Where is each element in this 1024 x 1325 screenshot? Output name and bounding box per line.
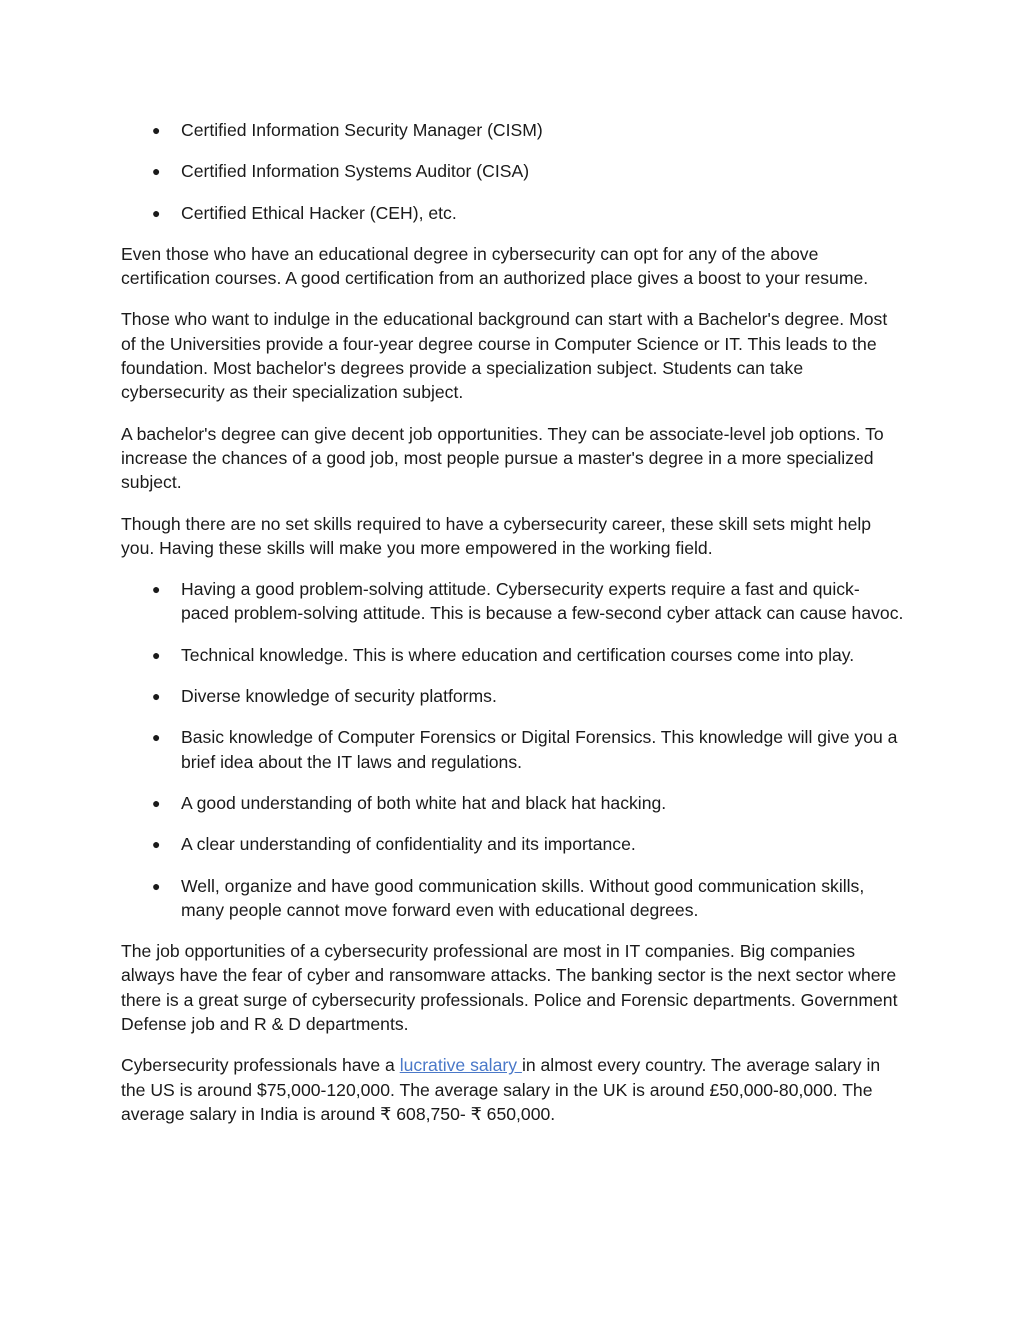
list-item-text: A clear understanding of confidentiality and its importance. [181, 834, 636, 855]
paragraph-education-path: Those who want to indulge in the educational background can start with a Bachelor's degree. Most of the Universities provide a four-year degree course in Computer Science or IT. This leads to the foundation. Most bachelor's degrees provide a specialization subject. Students can take cybersecurity as their specialization subject. [121, 309, 888, 403]
lucrative-salary-link[interactable]: lucrative salary [399, 1055, 522, 1076]
bullet-icon: ● [152, 836, 161, 853]
bullet-icon: ● [152, 688, 161, 705]
list-item [121, 832, 906, 856]
salary-text-after: in almost every country. The average salary in the US is around $75,000-120,000. The average salary in the UK is around £50,000-80,000. The average salary in India is around ₹ 608,750- ₹ 650,000. [121, 1055, 881, 1124]
list-item-text: Having a good problem-solving attitude. Cybersecurity experts require a fast and quick-paced problem-solving attitude. This is because a few-second cyber attack can cause havoc. [181, 579, 904, 624]
list-item-text: A good understanding of both white hat and black hat hacking. [181, 792, 667, 813]
list-item-text: Diverse knowledge of security platforms. [181, 686, 497, 707]
document-body [121, 118, 906, 1143]
bullet-icon: ● [152, 122, 161, 138]
paragraph-job-opportunities: The job opportunities of a cybersecurity professional are most in IT companies. Big companies always have the fear of cyber and ransomware attacks. The banking sector is the next sector where there is a great surge of cybersecurity professionals. Police and Forensic departments. Government Defense job and R & D departments. [121, 941, 898, 1035]
list-item [121, 684, 906, 708]
skills-list [121, 577, 906, 922]
list-item [121, 874, 906, 923]
list-item-text: Well, organize and have good communication skills. Without good communication skills, many people cannot move forward even with educational degrees. [181, 875, 865, 920]
list-item-text: Basic knowledge of Computer Forensics or Digital Forensics. This knowledge will give you a brief idea about the IT laws and regulations. [181, 727, 898, 772]
bullet-icon: ● [152, 729, 161, 746]
bullet-icon: ● [152, 163, 161, 180]
certification-list [121, 118, 906, 225]
bullet-icon: ● [152, 877, 161, 894]
list-item-text: Technical knowledge. This is where education and certification courses come into play. [181, 644, 855, 665]
paragraph-bachelors-degree: A bachelor's degree can give decent job opportunities. They can be associate-level job options. To increase the chances of a good job, most people pursue a master's degree in a more specialized subject. [121, 423, 884, 493]
list-item [121, 118, 906, 142]
list-item [121, 725, 906, 774]
list-item [121, 577, 906, 626]
bullet-icon: ● [152, 204, 161, 221]
list-item [121, 791, 906, 815]
bullet-icon: ● [152, 646, 161, 663]
paragraph-skills-intro: Though there are no set skills required to have a cybersecurity career, these skill sets might help you. Having these skills will make you more empowered in the working field. [121, 513, 872, 558]
list-item-text: Certified Information Systems Auditor (CISA) [181, 161, 530, 182]
salary-text-before: Cybersecurity professionals have a [121, 1055, 400, 1076]
bullet-icon: ● [152, 581, 161, 598]
bullet-icon: ● [152, 794, 161, 811]
list-item [121, 159, 906, 183]
list-item [121, 643, 906, 667]
list-item-text: Certified Ethical Hacker (CEH), etc. [181, 202, 457, 223]
list-item [121, 201, 906, 225]
paragraph-salary [121, 1053, 906, 1126]
list-item-text: Certified Information Security Manager (CISM) [181, 120, 543, 140]
paragraph-certification-value: Even those who have an educational degree in cybersecurity can opt for any of the above certification courses. A good certification from an authorized place gives a boost to your resume. [121, 243, 869, 289]
